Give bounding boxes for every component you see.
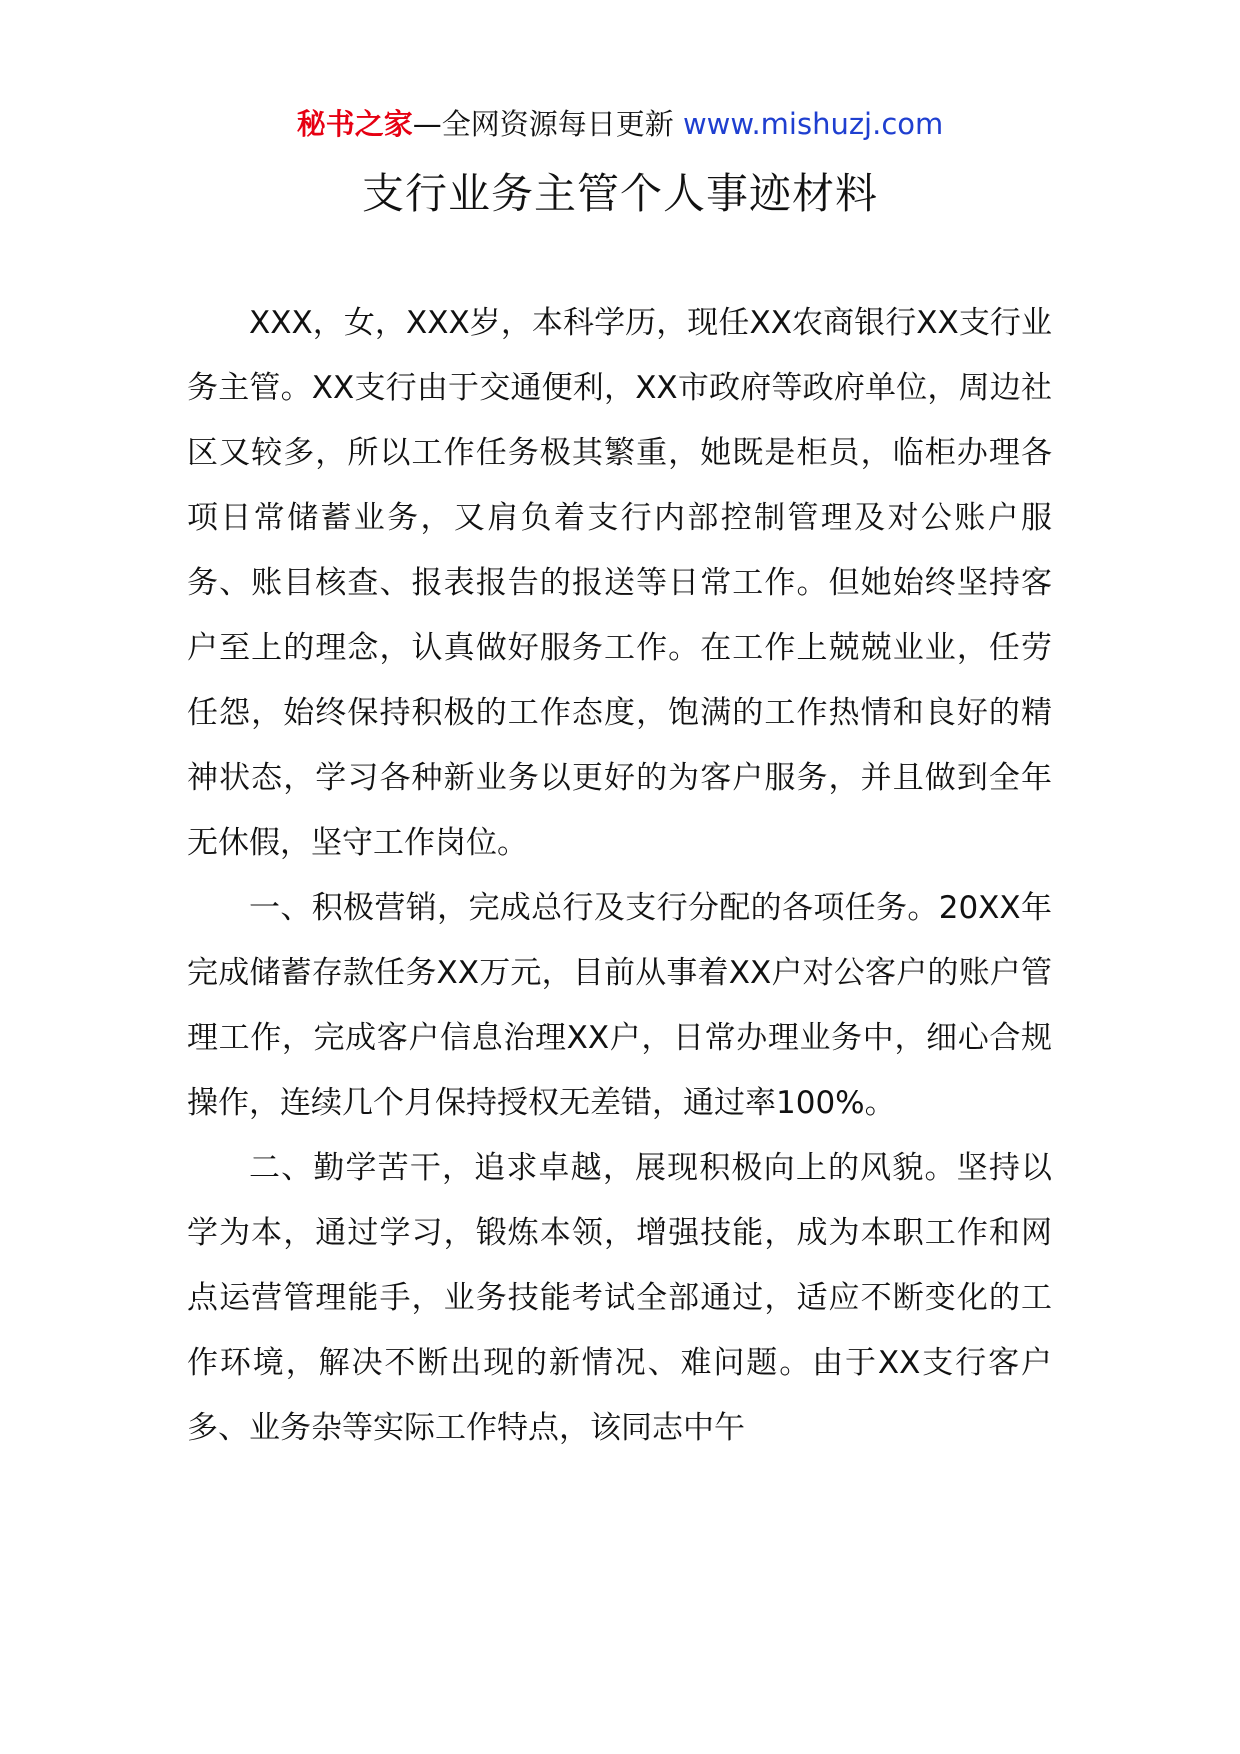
site-url-link[interactable]: www.mishuzj.com [682, 107, 944, 141]
paragraph-intro: XXX，女，XXX岁，本科学历，现任XX农商银行XX支行业务主管。XX支行由于交通便利，XX市政府等政府单位，周边社区又较多，所以工作任务极其繁重，她既是柜员，临柜办理各项日常储蓄业务，又肩负着支行内部控制管理及对公账户服务、账目核查、报表报告的报送等日常工作。但她始终坚持客户至上的理念，认真做好服务工作。在工作上兢兢业业，任劳任怨，始终保持积极的工作态度，饱满的工作热情和良好的精神状态，学习各种新业务以更好的为客户服务，并且做到全年无休假，坚守工作岗位。 [187, 305, 1052, 861]
document-title: 支行业务主管个人事迹材料 [361, 169, 878, 218]
paragraph-section-one: 一、积极营销，完成总行及支行分配的各项任务。20XX年完成储蓄存款任务XX万元，目前从事着XX户对公客户的账户管理工作，完成客户信息治理XX户，日常办理业务中，细心合规操作，连续几个月保持授权无差错，通过率100%。 [187, 890, 1052, 1121]
paragraph-section-two: 二、勤学苦干，追求卓越，展现积极向上的风貌。坚持以学为本，通过学习，锻炼本领，增强技能，成为本职工作和网点运营管理能手，业务技能考试全部通过，适应不断变化的工作环境，解决不断出现的新情况、难问题。由于XX支行客户多、业务杂等实际工作特点，该同志中午 [187, 1150, 1052, 1446]
document-body [187, 291, 1052, 1461]
brand-name: 秘书之家 [296, 107, 413, 141]
header-tagline: —全网资源每日更新 [412, 107, 683, 141]
site-header [0, 100, 1240, 148]
